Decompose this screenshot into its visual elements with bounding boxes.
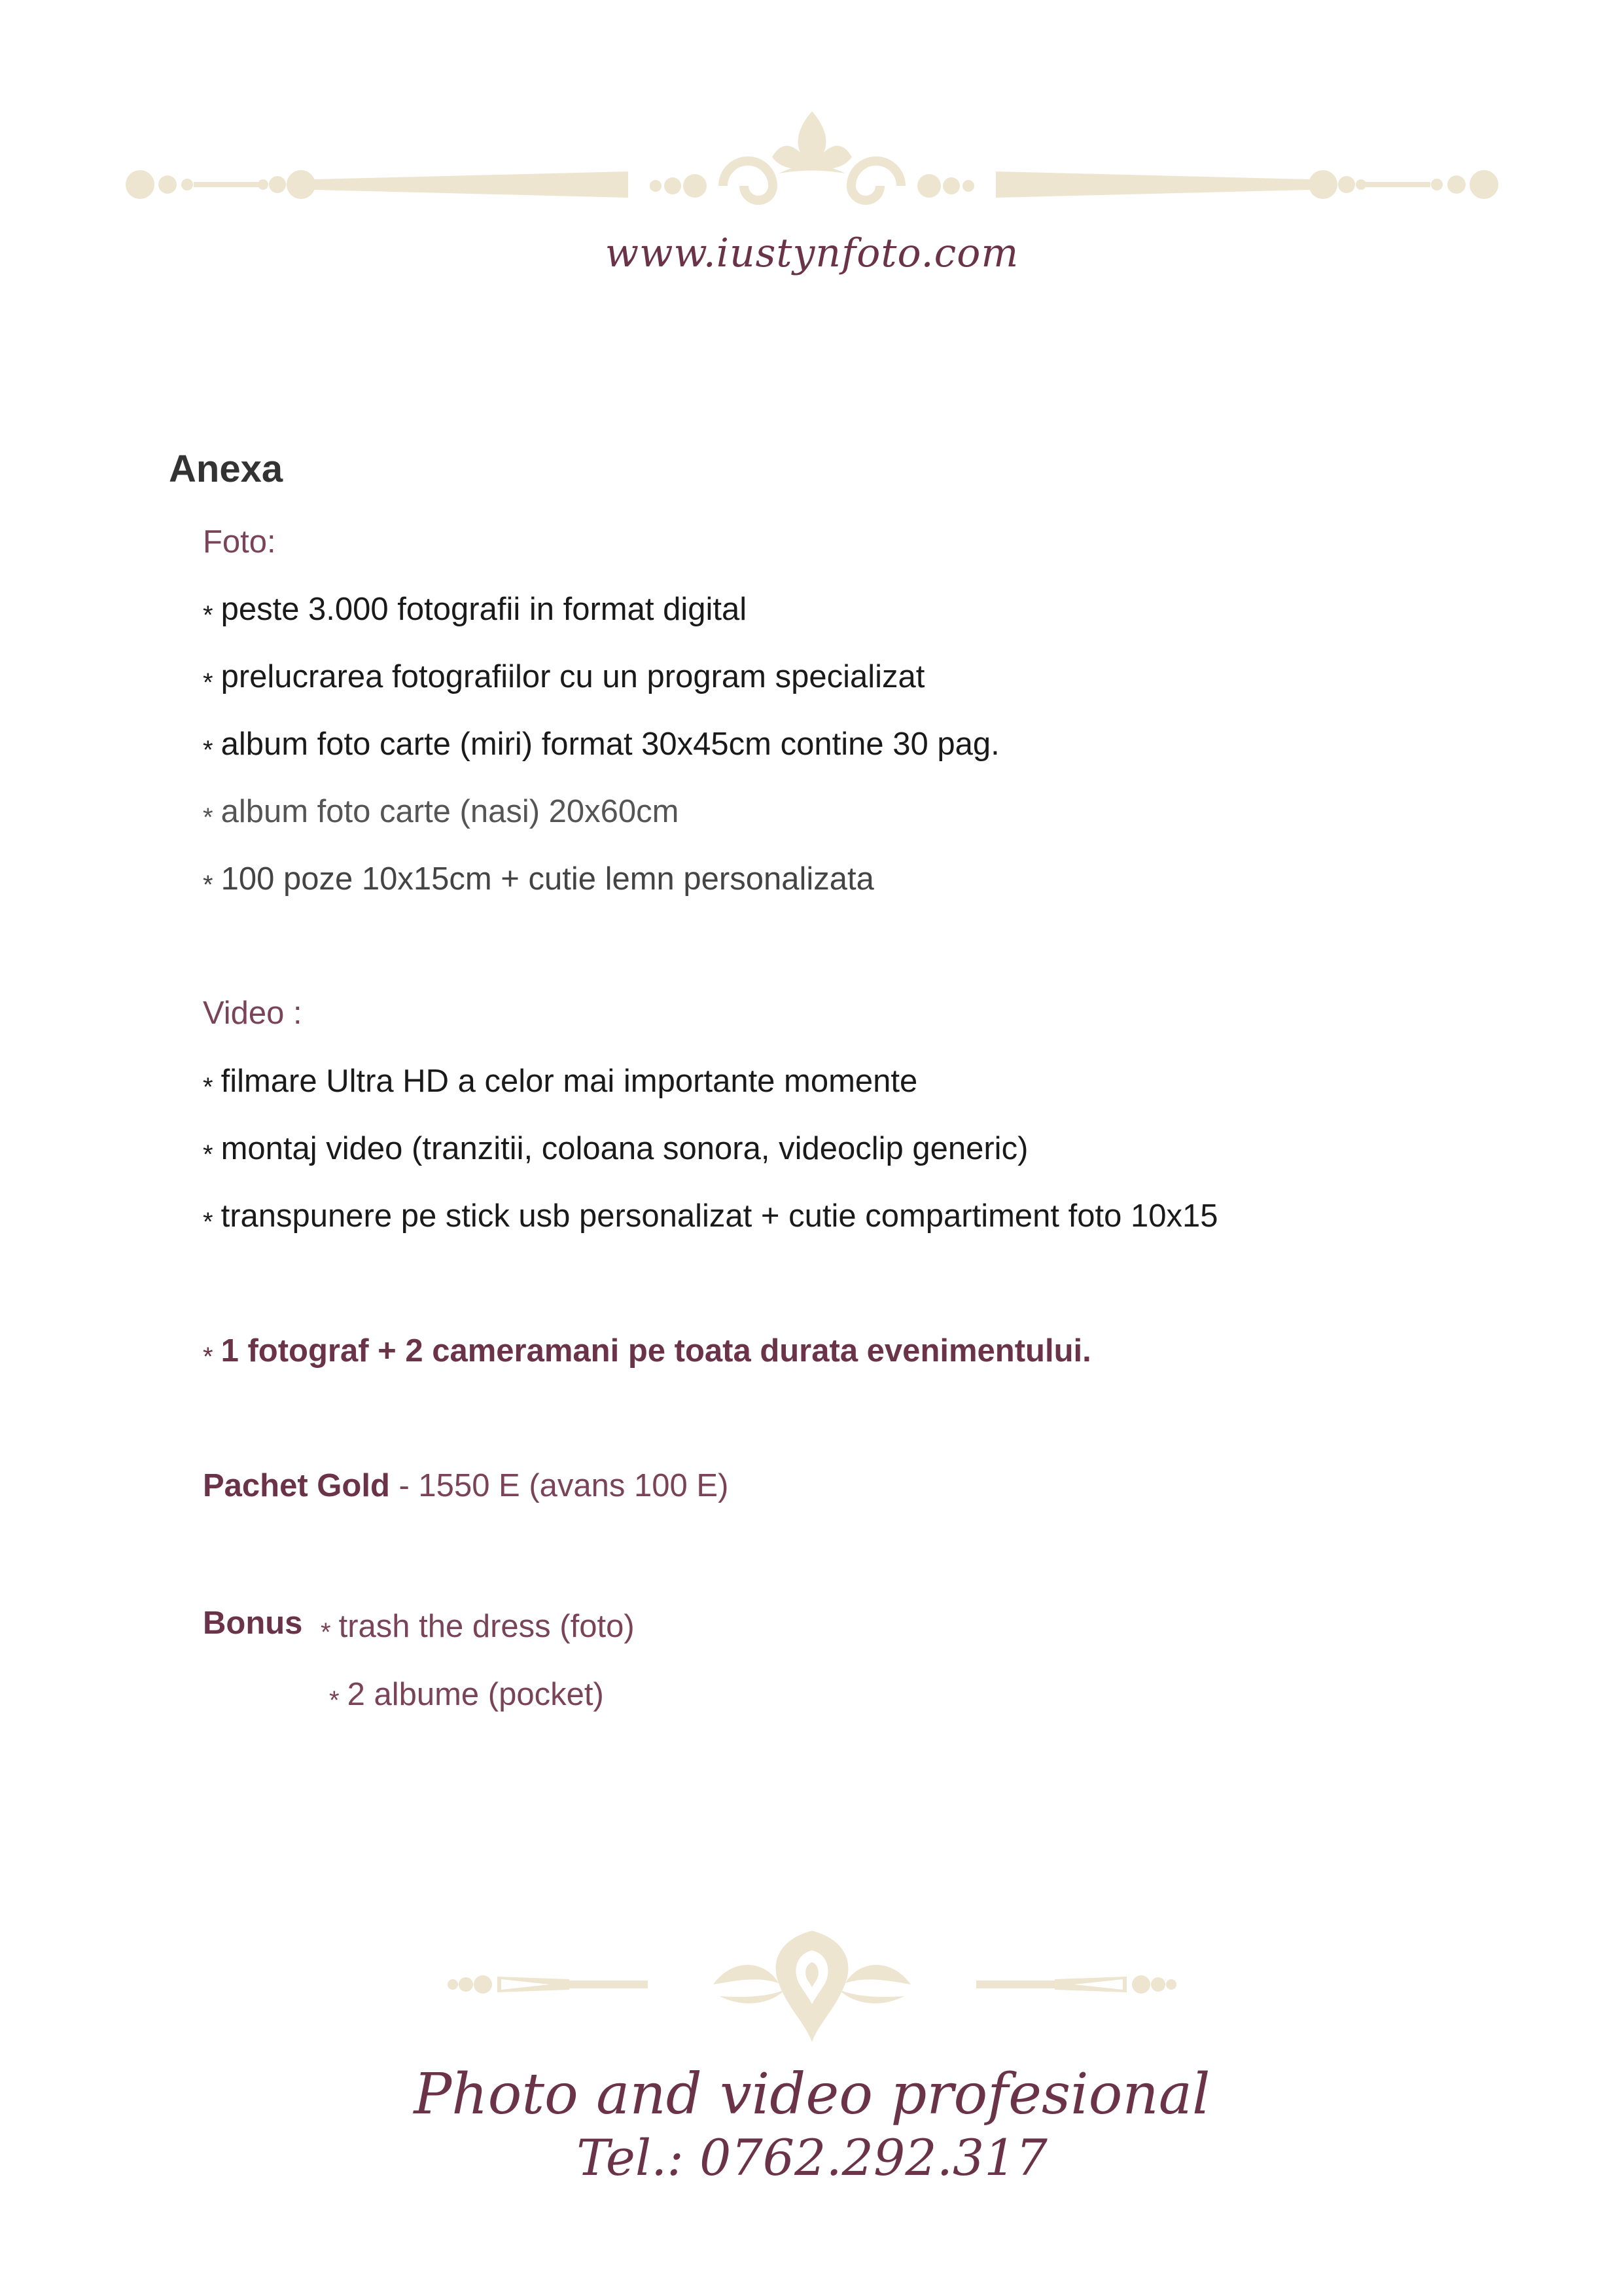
list-item: * filmare Ultra HD a celor mai importante momente: [203, 1064, 918, 1102]
bullet-icon: *: [203, 1342, 213, 1371]
bullet-icon: *: [203, 736, 213, 764]
bullet-icon: *: [203, 1140, 213, 1169]
annex-title: Anexa: [169, 448, 283, 490]
package-price-value: - 1550 E (avans 100 E): [389, 1468, 729, 1503]
bullet-icon: *: [203, 668, 213, 697]
bonus-label: Bonus: [203, 1605, 303, 1641]
bullet-icon: *: [203, 1208, 213, 1236]
foto-heading: Foto:: [203, 524, 276, 560]
bonus-item: * 2 albume (pocket): [329, 1677, 604, 1715]
bullet-icon: *: [203, 601, 213, 630]
bonus-item: * trash the dress (foto): [321, 1609, 635, 1647]
list-item: * peste 3.000 fotografii in format digital: [203, 592, 747, 630]
website-url: www.iustynfoto.com: [605, 230, 1019, 276]
footer-phone: Tel.: 0762.292.317: [576, 2128, 1048, 2187]
list-item: * 100 poze 10x15cm + cutie lemn personalizata: [203, 861, 874, 899]
bullet-icon: *: [203, 870, 213, 899]
package-name: Pachet Gold: [203, 1468, 390, 1503]
video-heading: Video :: [203, 996, 302, 1031]
team-note: * 1 fotograf + 2 cameramani pe toata durata evenimentului.: [203, 1333, 1091, 1371]
bottom-flourish-ornament: [438, 1924, 1186, 2049]
list-item: * transpunere pe stick usb personalizat + cutie compartiment foto 10x15: [203, 1198, 1218, 1236]
list-item: * prelucrarea fotografiilor cu un program specializat: [203, 659, 925, 697]
list-item: * album foto carte (miri) format 30x45cm contine 30 pag.: [203, 726, 1000, 764]
list-item: * album foto carte (nasi) 20x60cm: [203, 794, 679, 832]
list-item: * montaj video (tranzitii, coloana sonora, videoclip generic): [203, 1131, 1029, 1169]
package-price: [203, 1467, 728, 1504]
bullet-icon: *: [203, 1073, 213, 1102]
bullet-icon: *: [329, 1686, 340, 1715]
footer-tagline: Photo and video profesional: [414, 2062, 1210, 2127]
bullet-icon: *: [321, 1618, 331, 1647]
bullet-icon: *: [203, 803, 213, 832]
